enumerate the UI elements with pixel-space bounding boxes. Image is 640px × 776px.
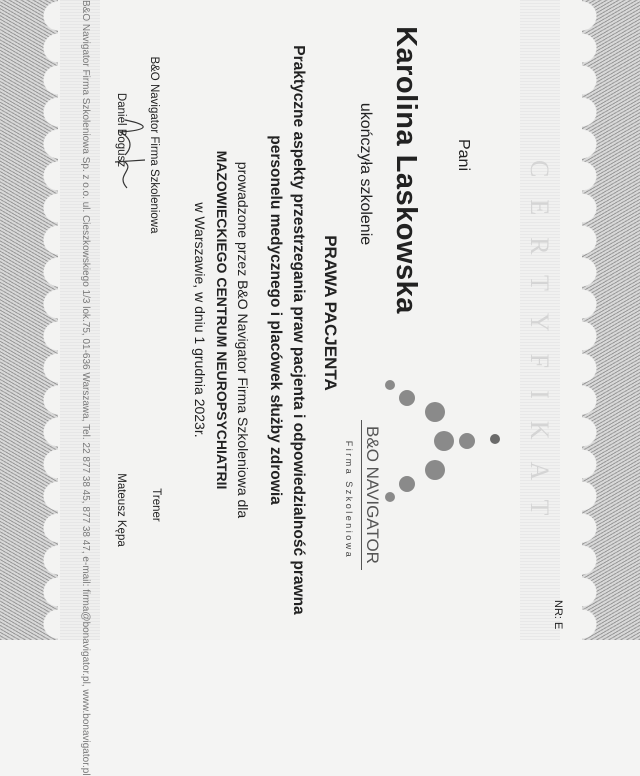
watermark: CERTYFIKAT [525,160,554,538]
certificate-number: NR: E [552,600,564,630]
course-subtitle-2: personelu medycznego i placówek służby zdrowia [267,135,284,505]
conducted-by: prowadzone przez B&O Navigator Firma Szkoleniowa dla [235,161,251,519]
place-date: w Warszawie, w dniu 1 grudnia 2023r. [192,202,208,438]
issuer-name: Daniel Bogusz [115,92,127,168]
logo-tagline: Firma Szkoleniowa [344,440,354,560]
footer-address: B&O Navigator Firma Szkoleniowa Sp. z o.o. ul. Cieszkowskiego 1/3 lok.75, 01-636 Warszawa, Tel. 22 877 38 45, 877 38 47, e-mail: firma@bonavigator.pl, www.bonavigator.pl [80,0,91,776]
trainer-label: Trener [150,488,162,522]
client-name: MAZOWIECKIEGO CENTRUM NEUROPSYCHIATRII [214,150,230,490]
issuer-org: B&O Navigator Firma Szkoleniowa [148,56,160,234]
watermark-band [520,0,560,640]
logo-name: B&O NAVIGATOR [361,420,382,570]
guilloche-border-bottom [0,0,58,640]
course-title: PRAWA PACJENTA [321,235,340,391]
course-subtitle-1: Praktyczne aspekty przestrzegania praw pacjenta i odpowiedzialność prawna [290,45,307,615]
guilloche-border-top [582,0,640,640]
recipient-name: Karolina Laskowska [390,26,422,314]
trainer-name: Mateusz Kępa [115,473,127,547]
completed-text: ukończyła szkolenie [357,102,374,246]
salutation: Pani [455,138,472,172]
